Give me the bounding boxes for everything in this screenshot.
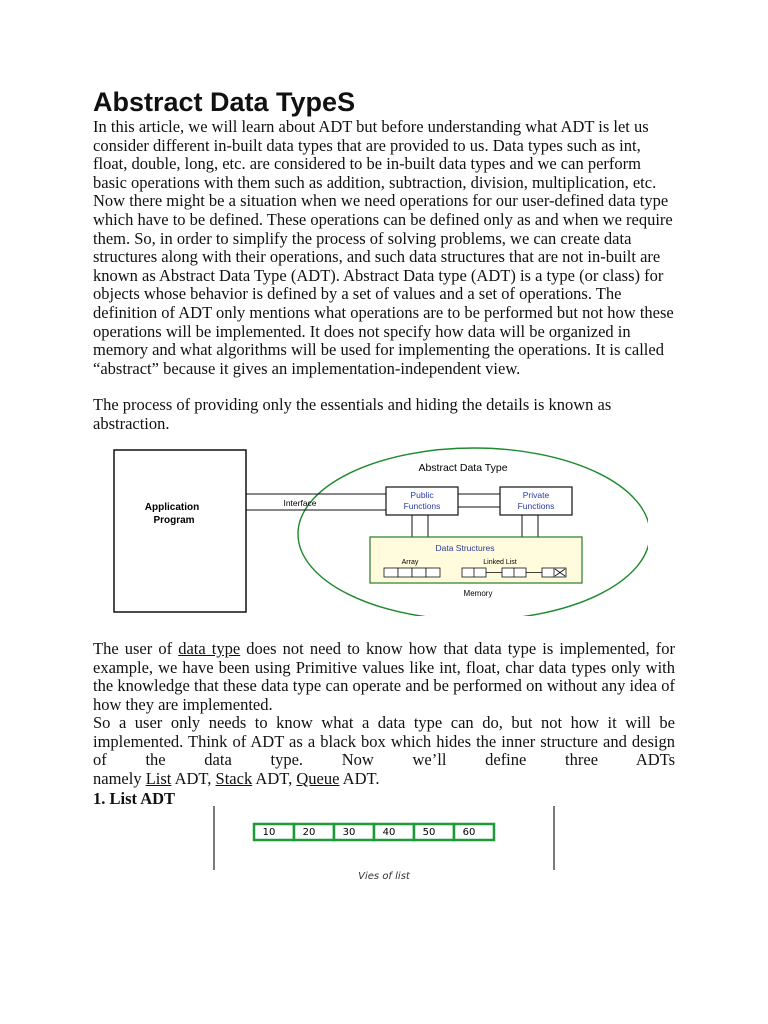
array-cell xyxy=(398,568,412,577)
list-cell-value: 40 xyxy=(382,827,396,838)
list-cell-value: 20 xyxy=(302,827,316,838)
adt-list-mid2: ADT, xyxy=(252,769,297,788)
page-title: Abstract Data TypeS xyxy=(93,87,356,117)
list-figure xyxy=(208,804,560,880)
adt-list-line xyxy=(93,770,677,789)
list-cell-value: 30 xyxy=(342,827,356,838)
user-paragraph xyxy=(93,640,675,714)
private-functions-label-2: Functions xyxy=(517,501,555,511)
adt-list-end: ADT. xyxy=(339,769,380,788)
memory-label: Memory xyxy=(463,589,493,598)
data-type-link[interactable]: data type xyxy=(178,639,241,658)
array-cell xyxy=(426,568,440,577)
private-functions-label-1: Private xyxy=(522,490,550,500)
list-cell-value: 50 xyxy=(422,827,436,838)
list-link[interactable]: List xyxy=(145,769,172,788)
adt-list-pre: namely xyxy=(93,769,146,788)
black-box-paragraph: So a user only needs to know what a data type can do, but not how it will be implemented. Think of ADT as a black box which hides the inner structure and design of the data type. Now we’ll define three ADTs xyxy=(93,713,675,770)
list-cell-value: 60 xyxy=(462,827,476,838)
interface-label: Interface xyxy=(283,498,317,508)
application-program-box xyxy=(114,450,246,612)
list-cell-value: 10 xyxy=(262,827,276,838)
public-functions-label-1: Public xyxy=(410,490,434,500)
application-label-2: Program xyxy=(153,515,195,526)
user-paragraph-post: does not need to know how that data type is implemented, for example, we have been using Primitive values like int, float, char data types only with the knowledge that these data type can operate and be performed on without any idea of how they are implemented. xyxy=(93,639,675,714)
adt-ellipse-title: Abstract Data Type xyxy=(418,462,508,474)
linked-list-label: Linked List xyxy=(483,559,517,566)
list-figure-caption: Vies of list xyxy=(358,871,410,880)
user-paragraph-pre: The user of xyxy=(93,639,179,658)
queue-link[interactable]: Queue xyxy=(296,769,340,788)
public-functions-label-2: Functions xyxy=(403,501,441,511)
adt-list-mid1: ADT, xyxy=(171,769,216,788)
stack-link[interactable]: Stack xyxy=(215,769,253,788)
list-adt-heading: 1. List ADT xyxy=(93,789,176,808)
intro-paragraph-2: The process of providing only the essentials and hiding the details is known as abstraction. xyxy=(93,395,612,433)
array-cell xyxy=(384,568,398,577)
array-label: Array xyxy=(401,559,419,566)
adt-diagram xyxy=(108,436,648,616)
intro-paragraph-1: In this article, we will learn about ADT but before understanding what ADT is let us consider different in-built data types that are provided to us. Data types such as int, float, double, long, etc. are considered to be in-built data types and we can perform basic operations with them such as addition, subtraction, division, multiplication, etc. Now there might be a situation when we need operations for our user-defined data type which have to be defined. These operations can be defined only as and when we require them. So, in order to simplify the process of solving problems, we can create data structures along with their operations, and such data structures that are not in-built are known as Abstract Data Type (ADT). Abstract Data type (ADT) is a type (or class) for objects whose behavior is defined by a set of values and a set of operations. The definition of ADT only mentions what operations are to be performed but not how these operations will be implemented. It does not specify how data will be organized in memory and what algorithms will be used for implementing the operations. It is called “abstract” because it gives an implementation-independent view. xyxy=(93,117,674,378)
application-label-1: Application xyxy=(144,502,200,513)
data-structures-title: Data Structures xyxy=(435,543,495,553)
array-cell xyxy=(412,568,426,577)
